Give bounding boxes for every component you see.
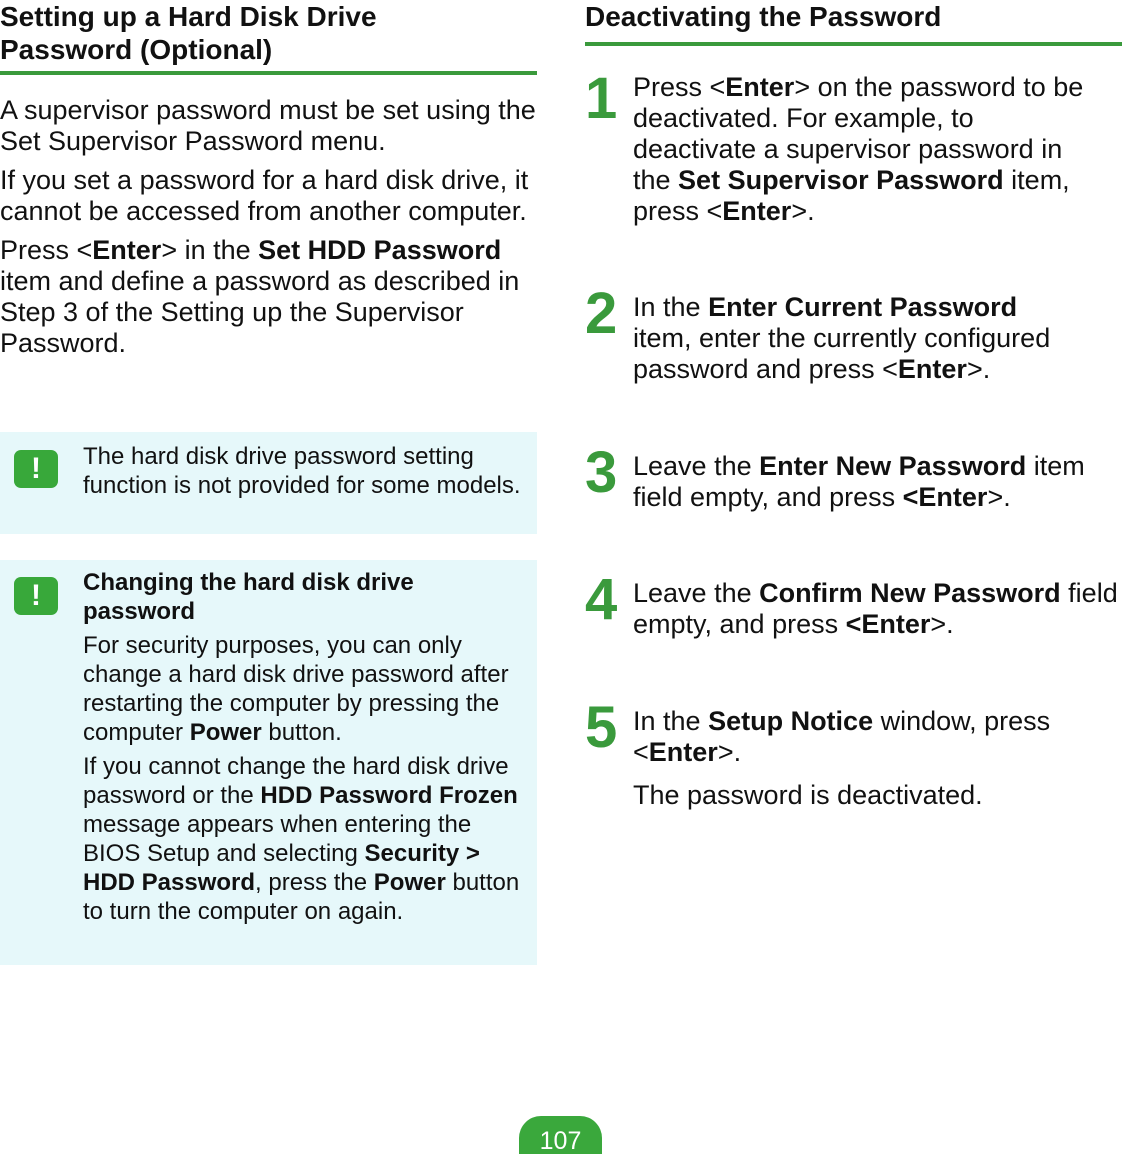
- note-box-feature-availability: [0, 432, 537, 534]
- caution-icon: !: [14, 577, 58, 615]
- section-title-hdd-password: Setting up a Hard Disk Drive Password (Optional): [0, 1, 377, 65]
- step-text: Press <Enter> on the password to be deactivated. For example, to deactivate a supervisor password in the Set Supervisor Password item, press <Enter>.: [633, 72, 1084, 226]
- caution-icon: !: [14, 450, 58, 488]
- note-title: Changing the hard disk drive password: [83, 569, 414, 625]
- step-number: 3: [585, 440, 618, 505]
- right-column: [585, 0, 1122, 46]
- paragraph-supervisor-required: A supervisor password must be set using the Set Supervisor Password menu.: [0, 95, 536, 156]
- section-divider: [585, 42, 1122, 46]
- step-text: In the Setup Notice window, press <Enter>. The password is deactivated.: [633, 706, 1092, 811]
- left-column: [0, 0, 537, 359]
- step-number: 5: [585, 695, 618, 760]
- note-paragraph-security: For security purposes, you can only change a hard disk drive password after restarting the computer by pressing the computer Power button.: [83, 632, 509, 746]
- step-number: 2: [585, 281, 618, 346]
- note-paragraph-frozen: If you cannot change the hard disk drive password or the HDD Password Frozen message appears when entering the BIOS Setup and selecting Security > HDD Password, press the Power button to turn the computer on again.: [83, 753, 520, 925]
- paragraph-hdd-access: If you set a password for a hard disk drive, it cannot be accessed from another computer.: [0, 165, 529, 226]
- note-content: [83, 568, 527, 926]
- page-number: 107: [519, 1116, 602, 1154]
- note-box-changing-hdd-password: [0, 560, 537, 965]
- step-text: Leave the Confirm New Password field empty, and press <Enter>.: [633, 578, 1118, 639]
- note-text: The hard disk drive password setting function is not provided for some models.: [83, 443, 521, 499]
- step-result-text: The password is deactivated.: [633, 780, 983, 810]
- step-text: Leave the Enter New Password item field empty, and press <Enter>.: [633, 451, 1085, 512]
- section-divider: [0, 71, 537, 75]
- section-title-deactivating: Deactivating the Password: [585, 1, 942, 32]
- paragraph-set-hdd-instructions: Press <Enter> in the Set HDD Password item and define a password as described in Step 3 of the Setting up the Supervisor Password.: [0, 235, 520, 358]
- step-number: 4: [585, 567, 618, 632]
- step-number: 1: [585, 66, 618, 131]
- step-text: In the Enter Current Password item, enter the currently configured password and press <Enter>.: [633, 292, 1051, 384]
